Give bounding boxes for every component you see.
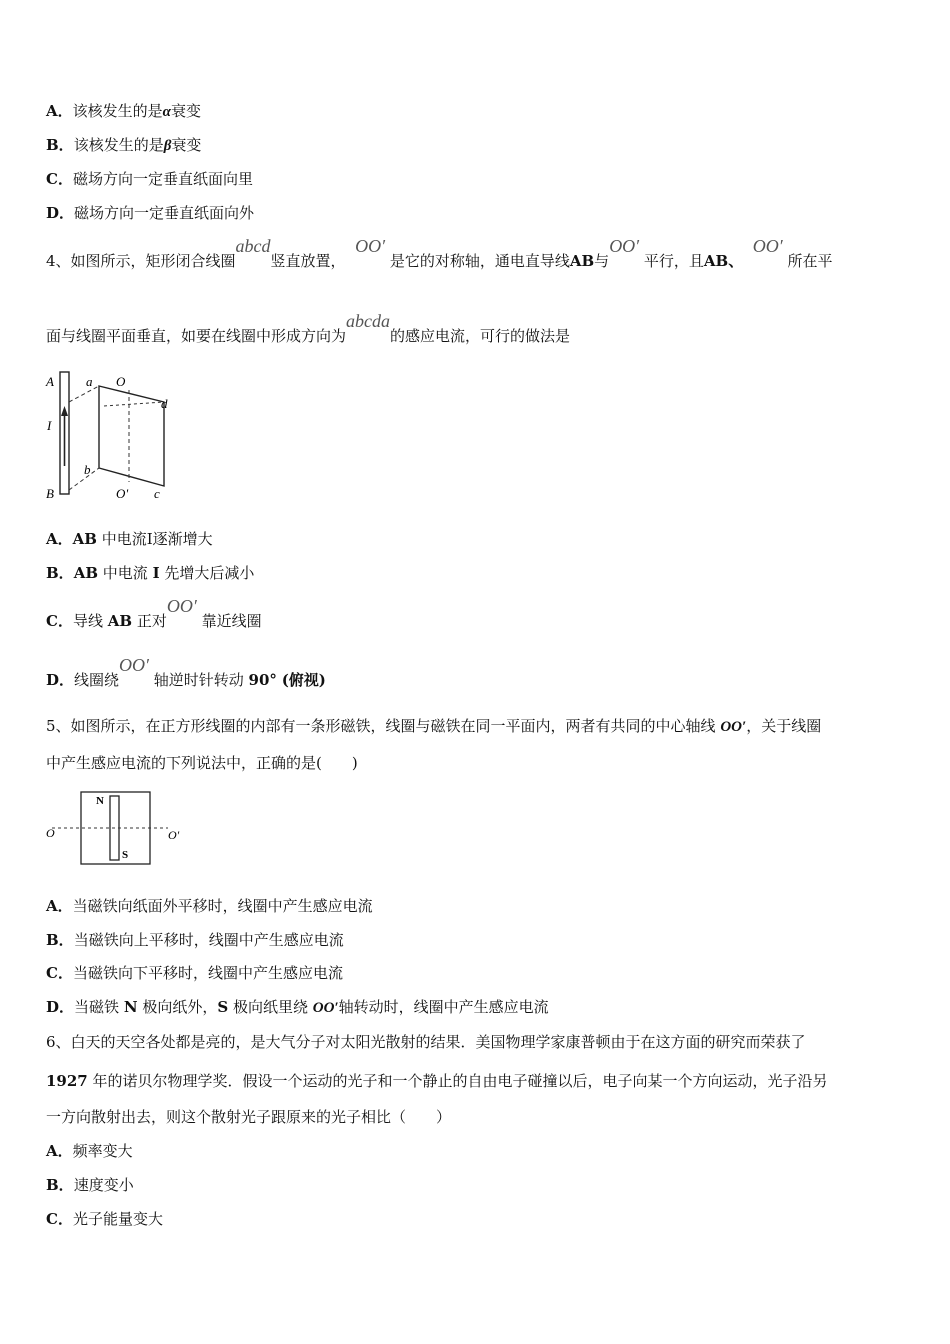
option-label: B．: [46, 1176, 74, 1194]
option-text: N: [123, 998, 138, 1016]
option-label: B．: [46, 564, 74, 582]
option-text: 磁场方向一定垂直纸面向外: [74, 204, 255, 222]
option-label: C．: [46, 964, 73, 982]
option-label: C．: [46, 1210, 73, 1228]
q6-option-a: [46, 1141, 133, 1161]
stem-text: 的感应电流，可行的做法是: [390, 327, 571, 345]
stem-text: 中产生感应电流的下列说法中，正确的是( ): [46, 754, 358, 772]
option-label: C．: [46, 612, 73, 630]
oo-axis-symbol: OO′: [355, 236, 386, 256]
dashed-top-link: [69, 386, 99, 402]
ab-label: AB: [569, 252, 595, 270]
q4-option-d: [46, 655, 326, 690]
option-label: D．: [46, 204, 75, 222]
label-o-top: O: [116, 374, 126, 389]
stem-text: 竖直放置，: [270, 252, 346, 270]
stem-text: 年的诺贝尔物理学奖．假设一个运动的光子和一个静止的自由电子碰撞以后，电子向某一个方向运动，光子沿另: [92, 1072, 828, 1090]
option-text: 导线: [72, 612, 103, 630]
label-n: N: [96, 795, 104, 807]
q6-stem-line1: [46, 1032, 806, 1052]
option-text: 正对: [136, 612, 167, 630]
option-c-field-in: [46, 169, 253, 189]
option-text: 线圈绕: [74, 671, 120, 689]
q4-coil-figure: [44, 366, 184, 506]
oo-axis-symbol: OO′: [609, 236, 640, 256]
option-text: AB: [73, 564, 99, 582]
ab-label: AB、: [703, 252, 744, 270]
option-text: 中电流: [102, 564, 148, 582]
option-text: 轴转动时，线圈中产生感应电流: [338, 998, 549, 1016]
oo-axis-symbol: OO′: [720, 719, 747, 735]
option-text: 极向纸里绕: [232, 998, 308, 1016]
option-text: 轴逆时针转动: [153, 671, 244, 689]
option-text: 靠近线圈: [201, 612, 262, 630]
option-b-beta: [46, 135, 201, 156]
option-label: C．: [46, 170, 73, 188]
stem-text: 面与线圈平面垂直，如要在线圈中形成方向为: [46, 327, 347, 345]
current-arrow-icon: [61, 406, 68, 416]
rectangular-coil: [99, 386, 164, 486]
option-text: 中电流Ⅰ逐渐增大: [101, 530, 213, 548]
option-text: 光子能量变大: [72, 1210, 163, 1228]
stem-text: 4、如图所示，矩形闭合线圈: [46, 252, 236, 270]
option-text: 90°: [248, 671, 277, 689]
stem-text: ，关于线圈: [746, 717, 822, 735]
q4-option-a: [46, 529, 213, 549]
option-text: 衰变: [171, 136, 202, 154]
option-text: 衰变: [170, 102, 201, 120]
stem-text: 与: [594, 252, 610, 270]
dashed-mid-line: [104, 402, 164, 406]
option-text: I: [152, 564, 160, 582]
option-text: 速度变小: [73, 1176, 134, 1194]
option-d-field-out: [46, 203, 254, 223]
stem-text: 所在平: [787, 252, 833, 270]
option-text: 当磁铁向下平移时，线圈中产生感应电流: [72, 964, 343, 982]
option-text: 频率变大: [72, 1142, 133, 1160]
q4-stem-line2: [46, 311, 571, 346]
year-text: 1927: [46, 1072, 88, 1090]
option-label: A．: [46, 897, 73, 915]
option-label: D．: [46, 671, 75, 689]
option-label: B．: [46, 136, 74, 154]
oo-axis-symbol: OO′: [752, 236, 783, 256]
option-a-alpha: [46, 101, 201, 122]
option-label: D．: [46, 998, 75, 1016]
label-b: b: [84, 462, 91, 477]
label-b-upper: B: [46, 486, 54, 501]
stem-text: 5、如图所示，在正方形线圈的内部有一条形磁铁，线圈与磁铁在同一平面内，两者有共同的中心轴线: [46, 717, 716, 735]
label-s: S: [122, 849, 129, 861]
option-text: (俯视): [281, 671, 326, 689]
label-a: a: [86, 374, 93, 389]
abcd-symbol: abcd: [235, 236, 271, 256]
option-label: A．: [46, 530, 73, 548]
label-d: d: [161, 396, 168, 411]
q6-option-b: [46, 1175, 134, 1195]
stem-text: 是它的对称轴，通电直导线: [389, 252, 570, 270]
q5-option-b: [46, 930, 344, 950]
oo-axis-symbol: OO′: [166, 596, 197, 616]
option-text: 该核发生的是: [73, 136, 164, 154]
abcda-symbol: abcda: [346, 311, 391, 331]
square-coil: [81, 792, 150, 864]
q6-option-c: [46, 1209, 163, 1229]
q5-option-a: [46, 896, 373, 916]
label-a-upper: A: [46, 374, 54, 389]
q6-stem-line3: [46, 1107, 451, 1127]
q5-stem-line2: [46, 753, 358, 773]
alpha-symbol: α: [162, 104, 171, 120]
label-o-right: O': [168, 828, 180, 842]
oo-axis-symbol: OO′: [312, 1000, 339, 1016]
label-c: c: [154, 486, 160, 501]
option-text: AB: [72, 530, 97, 548]
option-label: B．: [46, 931, 74, 949]
stem-text: 6、白天的天空各处都是亮的，是大气分子对太阳光散射的结果．美国物理学家康普顿由于在这方面的研究而荣获了: [46, 1033, 806, 1051]
option-label: A．: [46, 1142, 73, 1160]
option-text: 当磁铁: [74, 998, 120, 1016]
option-text: 该核发生的是: [72, 102, 163, 120]
q4-option-c: [46, 596, 262, 631]
option-text: 先增大后减小: [164, 564, 255, 582]
option-text: 当磁铁向纸面外平移时，线圈中产生感应电流: [72, 897, 373, 915]
q6-stem-line2: [46, 1071, 828, 1091]
q5-magnet-figure: [44, 788, 194, 868]
q4-stem-line1: [46, 236, 833, 271]
label-o-bottom: O': [116, 486, 129, 501]
option-label: A．: [46, 102, 73, 120]
q5-option-c: [46, 963, 343, 983]
option-text: 当磁铁向上平移时，线圈中产生感应电流: [73, 931, 344, 949]
q4-option-b: [46, 563, 254, 583]
label-o-left: O: [46, 826, 55, 840]
option-text: 磁场方向一定垂直纸面向里: [72, 170, 253, 188]
oo-axis-symbol: OO′: [119, 655, 149, 675]
option-text: 极向纸外，: [142, 998, 218, 1016]
label-i: I: [47, 418, 52, 433]
q5-stem-line1: [46, 716, 821, 737]
option-text: AB: [107, 612, 133, 630]
option-text: S: [217, 998, 229, 1016]
q5-option-d: [46, 997, 549, 1018]
stem-text: 平行，且: [643, 252, 704, 270]
beta-symbol: β: [163, 138, 172, 154]
stem-text: 一方向散射出去，则这个散射光子跟原来的光子相比（ ）: [46, 1108, 452, 1126]
